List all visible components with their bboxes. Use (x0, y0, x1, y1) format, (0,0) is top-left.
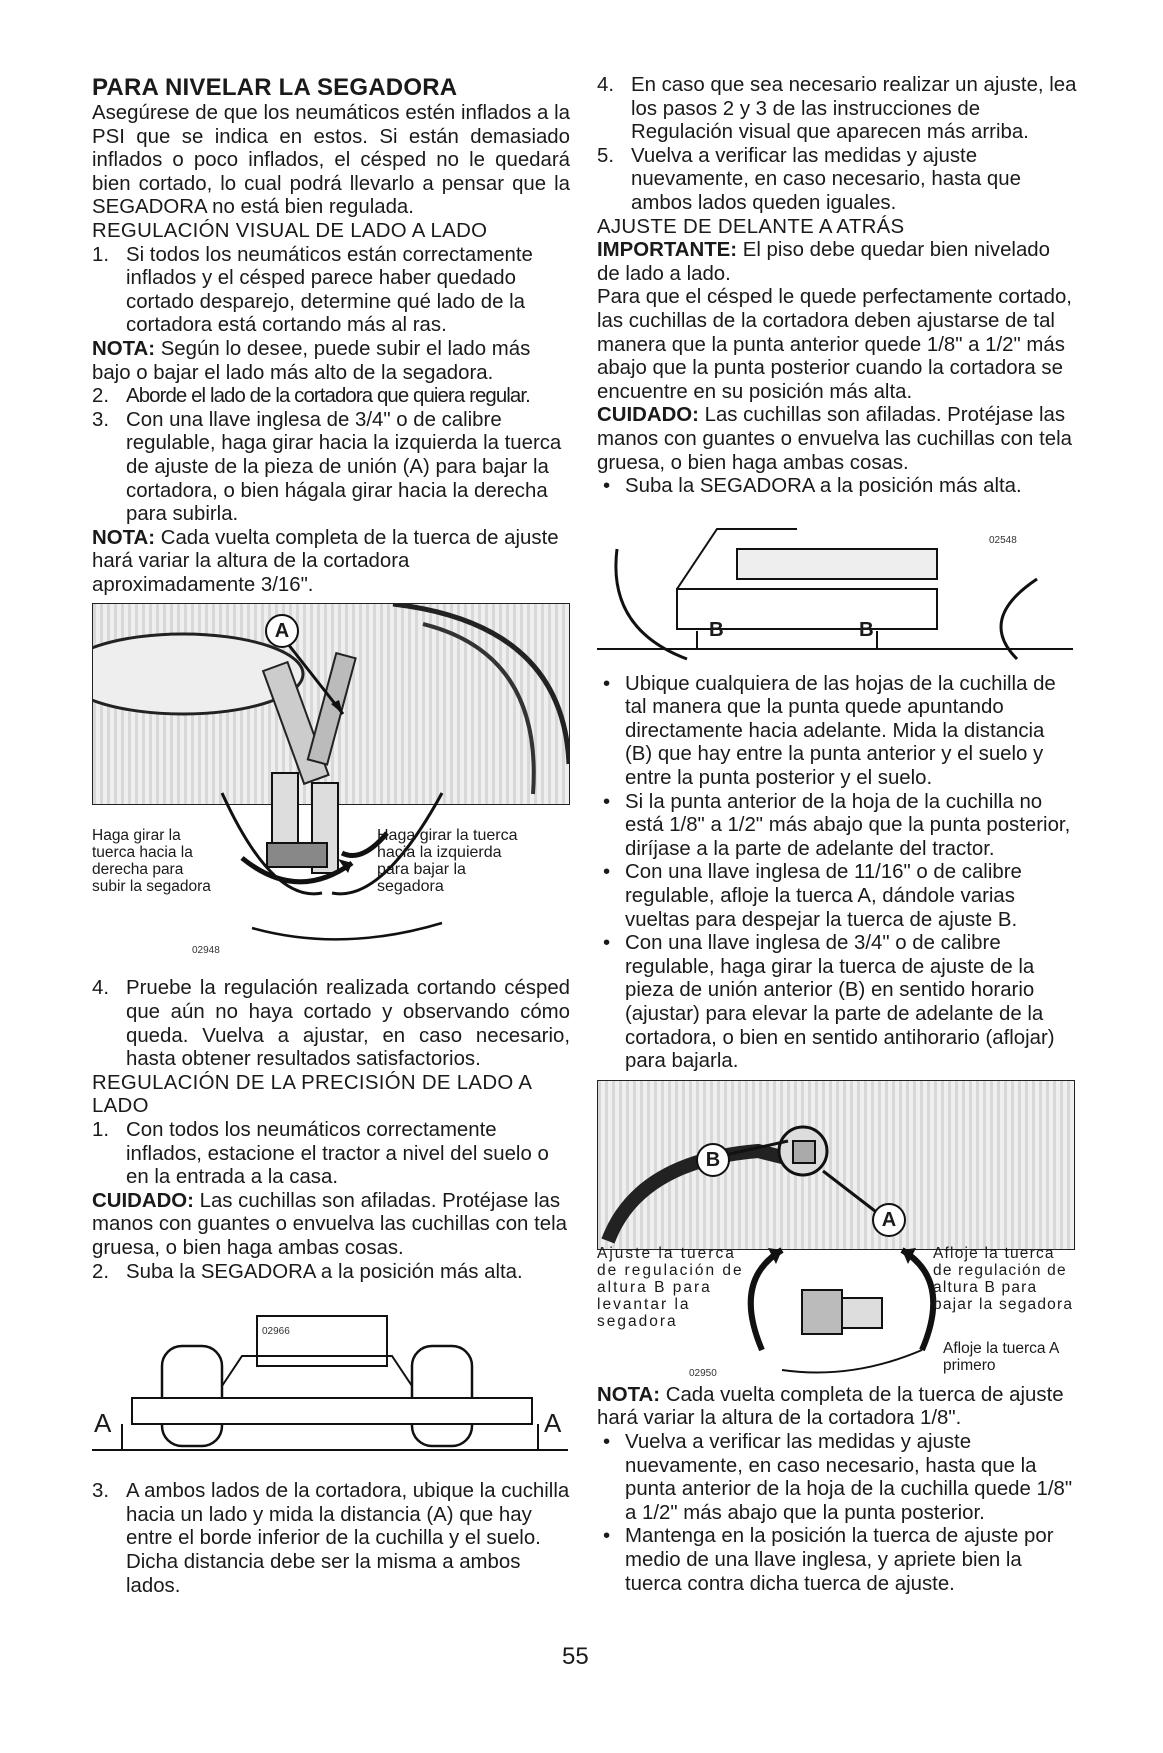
front-link-illustration (598, 1081, 1074, 1249)
label-b: B (696, 1143, 730, 1177)
note-paragraph: NOTA: Cada vuelta completa de la tuerca de ajuste hará variar la altura de la cortadora aproximadamente 3/16". (92, 526, 559, 596)
page-number: 55 (562, 1643, 589, 1670)
bullet-item: • Vuelva a verificar las medidas y ajuste nuevamente, en caso necesario, hasta que la punta anterior de la hoja de la cuchilla quede 1/8" a 1/2" más abajo que la punta posterior. (603, 1430, 1073, 1524)
label-b-left: B (709, 618, 724, 641)
step-item: 1. Con todos los neumáticos correctamente inflados, estacione el tractor a nivel del suelo o en la entrada a la casa. (92, 1119, 549, 1189)
nut-turn-closeup (722, 1240, 962, 1380)
label-a-right: A (544, 1408, 562, 1439)
step-item: 4. Pruebe la regulación realizada cortando césped que aún no haya cortado y observando cómo queda. Vuelva a ajustar, en caso necesario, hasta obtener resultados satisfactorios. (92, 977, 570, 1071)
step-item: 1. Si todos los neumáticos están correctamente inflados y el césped parece haber quedado cortado desparejo, determine qué lado de la cortadora está cortando más al ras. (92, 243, 533, 337)
section-title-leveling: PARA NIVELAR LA SEGADORA (92, 74, 458, 101)
tractor-front-diagram (92, 1306, 568, 1476)
step-item: 2. Aborde el lado de la cortadora que quiera regular. (92, 385, 530, 408)
bullet-item: • Con una llave inglesa de 3/4" o de calibre regulable, haga girar la tuerca de ajuste de la pieza de unión anterior (B) en sentido horario (ajustar) para elevar la parte de adelante de la cortadora, o bien en sentido antihorario (aflojar) para bajarla. (603, 932, 1055, 1073)
bullet-item: • Con una llave inglesa de 11/16" o de calibre regulable, afloje la tuerca A, dándole varias vueltas para despejar la tuerca de ajuste B. (603, 861, 1022, 931)
figure-id: 02966 (262, 1326, 290, 1338)
subsection-precision-side-to-side: REGULACIÓN DE LA PRECISIÓN DE LADO A LADO (92, 1071, 532, 1118)
note-paragraph: NOTA: Según lo desee, puede subir el lado más bajo o bajar el lado más alto de la segadora. (92, 337, 531, 384)
bullet-item: • Ubique cualquiera de las hojas de la cuchilla de tal manera que la punta quede apuntando directamente hacia adelante. Mida la distancia (B) que hay entre la punta anterior y el suelo y entre la punta posterior y el suelo. (603, 672, 1056, 790)
figure-front-back-measure (597, 509, 1077, 669)
body-paragraph: Para que el césped le quede perfectamente cortado, las cuchillas de la cortadora deben ajustarse de tal manera que la punta anterior quede 1/8" a 1/2" más abajo que la punta posterior cuando la cortadora se encuentre en su posición más alta. (597, 286, 1072, 403)
caution-paragraph: CUIDADO: Las cuchillas son afiladas. Protéjase las manos con guantes o envuelva las cuchillas con tela gruesa, o bien haga ambas cosas. (597, 404, 1072, 474)
step-item: 4. En caso que sea necesario realizar un ajuste, lea los pasos 2 y 3 de las instrucciones de Regulación visual que aparecen más arriba. (597, 74, 1077, 144)
step-item: 2. Suba la SEGADORA a la posición más alta. (92, 1260, 523, 1283)
right-column (597, 74, 1077, 1596)
callout-turn-left-lower: Haga girar la tuerca hacia la izquierda para bajar la segadora (377, 827, 518, 896)
figure-id: 02948 (192, 945, 220, 957)
step-item: 5. Vuelva a verificar las medidas y ajuste nuevamente, en caso necesario, hasta que ambos lados queden iguales. (597, 144, 1021, 214)
figure-blade-side-measure (92, 1306, 570, 1476)
caution-paragraph: CUIDADO: Las cuchillas son afiladas. Protéjase las manos con guantes o envuelva las cuchillas con tela gruesa, o bien haga ambas cosas. (92, 1189, 567, 1259)
intro-paragraph: Asegúrese de que los neumáticos estén inflados a la PSI que se indica en estos. Si están demasiado inflados o poco inflados, el césped no le quedará bien cortado, lo cual podrá llevarlo a pensar que la SEGADORA no está bien regulada. (92, 102, 570, 219)
label-a-left: A (94, 1408, 112, 1439)
callout-loosen-lower: Afloje la tuerca de regulación de altura B para bajar la segadora (933, 1244, 1074, 1313)
bullet-item: • Si la punta anterior de la hoja de la cuchilla no está 1/8" a 1/2" más abajo que la punta posterior, diríjase a la parte de adelante del tractor. (603, 790, 1071, 860)
figure-id: 02548 (989, 534, 1017, 546)
subsection-visual-side-to-side: REGULACIÓN VISUAL DE LADO A LADO (92, 219, 488, 242)
step-item: 3. A ambos lados de la cortadora, ubique la cuchilla hacia un lado y mida la distancia (A) que hay entre el borde inferior de la cuchilla y el suelo. Dicha distancia debe ser la misma a ambos lados. (92, 1480, 570, 1597)
subsection-front-to-back: AJUSTE DE DELANTE A ATRÁS (597, 215, 905, 238)
important-paragraph: IMPORTANTE: El piso debe quedar bien nivelado de lado a lado. (597, 239, 1050, 285)
bullet-item: • Suba la SEGADORA a la posición más alta. (603, 475, 1022, 498)
figure-front-link-nuts (597, 1080, 1077, 1380)
left-column (92, 74, 570, 1598)
label-a: A (265, 614, 299, 648)
figure-id: 02950 (689, 1367, 717, 1379)
note-paragraph: NOTA: Cada vuelta completa de la tuerca de ajuste hará variar la altura de la cortadora 1/8". (597, 1383, 1064, 1430)
step-item: 3. Con una llave inglesa de 3/4" o de calibre regulable, haga girar hacia la izquierda la tuerca de ajuste de la pieza de unión (A) para bajar la cortadora, o bien hágala girar hacia la derecha para subirla. (92, 408, 562, 526)
label-a: A (872, 1203, 906, 1237)
callout-turn-right-raise: Haga girar la tuerca hacia la derecha para subir la segadora (92, 827, 211, 896)
figure-adjustment-nut (92, 603, 570, 973)
callout-tighten-raise: Ajuste la tuerca de regulación de altura B para levantar la segadora (597, 1244, 744, 1330)
callout-loosen-a-first: Afloje la tuerca A primero (943, 1339, 1059, 1374)
label-b-right: B (859, 618, 874, 641)
bullet-item: • Mantenga en la posición la tuerca de ajuste por medio de una llave inglesa, y apriete bien la tuerca contra dicha tuerca de ajuste. (603, 1525, 1054, 1595)
photo-front-link (597, 1080, 1075, 1250)
